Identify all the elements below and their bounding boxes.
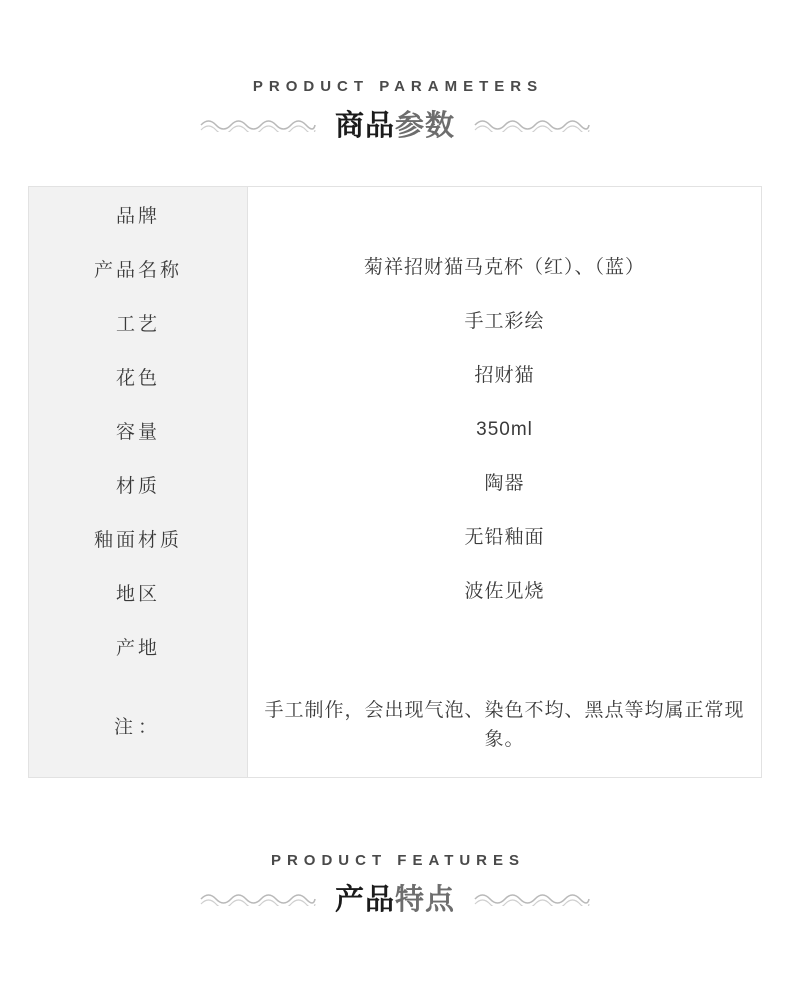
param-value: [248, 187, 762, 241]
param-label: 产地: [29, 619, 248, 673]
param-label: 花色: [29, 349, 248, 403]
parameters-eyebrow: PRODUCT PARAMETERS: [252, 78, 544, 95]
table-row: [29, 673, 761, 777]
param-label: 釉面材质: [29, 511, 248, 565]
param-label: 产品名称: [29, 241, 248, 295]
param-value: 手工彩绘: [248, 295, 762, 349]
param-label: 工艺: [29, 295, 248, 349]
param-label: 注：: [29, 673, 248, 777]
product-parameters-table-wrapper: [28, 186, 762, 778]
table-row: [29, 187, 761, 241]
parameters-title-dark: 商品: [334, 110, 395, 142]
table-row: [29, 457, 761, 511]
product-parameters-table: [29, 187, 761, 777]
features-title-light: 特点: [395, 884, 456, 916]
features-title-dark: 产品: [334, 884, 395, 916]
table-row: [29, 619, 761, 673]
table-row: [29, 295, 761, 349]
wave-left-icon: [199, 116, 317, 132]
table-row: [29, 403, 761, 457]
param-label: 容量: [29, 403, 248, 457]
features-title: [335, 877, 455, 918]
parameters-title: [335, 103, 455, 144]
wave-right-icon: [473, 890, 591, 906]
param-value: 招财猫: [248, 349, 762, 403]
param-value: 波佐见烧: [248, 565, 762, 619]
param-label: 地区: [29, 565, 248, 619]
table-row: [29, 349, 761, 403]
parameters-title-row: [0, 103, 790, 144]
param-value: [248, 619, 762, 673]
param-value: 无铅釉面: [248, 511, 762, 565]
param-value: 手工制作，会出现气泡、染色不均、黑点等均属正常现象。: [248, 673, 762, 777]
wave-right-icon: [473, 116, 591, 132]
features-section-header: [0, 852, 790, 918]
parameters-section-header: [0, 0, 790, 144]
table-row: [29, 241, 761, 295]
wave-left-icon: [199, 890, 317, 906]
table-row: [29, 511, 761, 565]
table-row: [29, 565, 761, 619]
param-label: 品牌: [29, 187, 248, 241]
param-label: 材质: [29, 457, 248, 511]
parameters-title-light: 参数: [395, 110, 456, 142]
param-value: 菊祥招财猫马克杯（红）、（蓝）: [248, 241, 762, 295]
param-value: 陶器: [248, 457, 762, 511]
param-value: 350ml: [248, 403, 762, 457]
features-title-row: [0, 877, 790, 918]
features-eyebrow: PRODUCT FEATURES: [270, 852, 526, 869]
